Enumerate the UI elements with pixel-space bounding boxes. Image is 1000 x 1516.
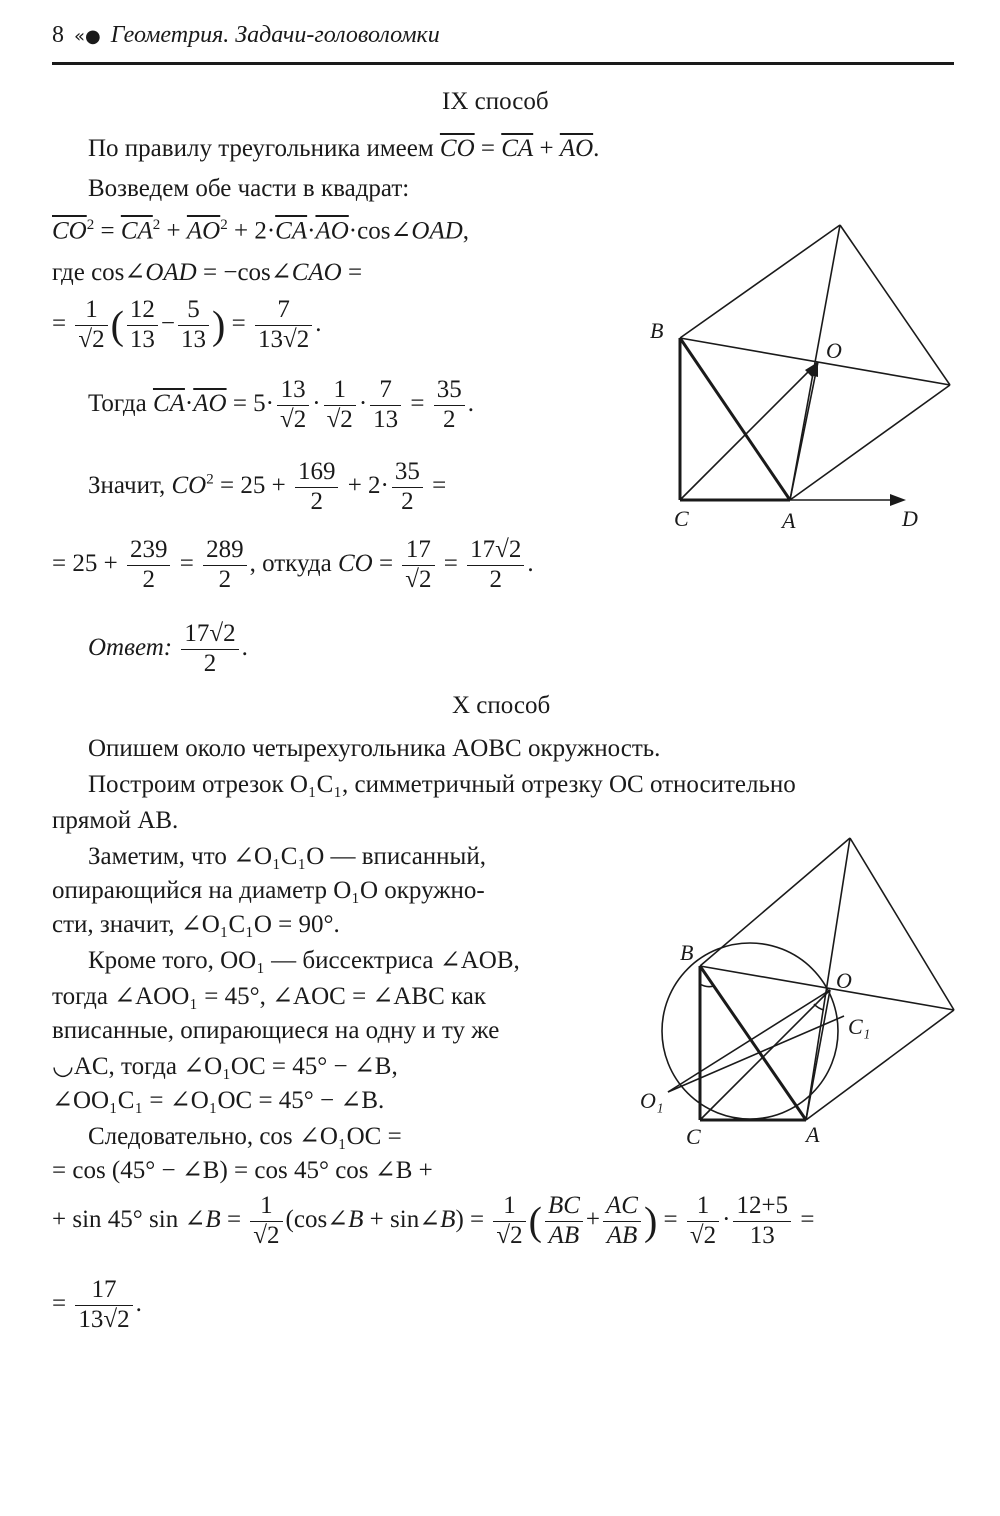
section-heading-x: X способ	[452, 692, 551, 719]
x-line-7: Кроме того, OO₁ — биссектриса ∠AOB,	[88, 947, 520, 974]
fig1-label-d: D	[902, 506, 918, 531]
ix-formula-co2: Значит, $CO^2 = 25$ + $\frac{169}{2}$ + 2· $\frac{35}{2}$ =	[88, 458, 447, 515]
x-line-4: Заметим, что ∠O₁C₁O — вписанный,	[88, 843, 486, 870]
x-line-9: вписанные, опирающиеся на одну и ту же	[52, 1017, 500, 1044]
x-line-2: Построим отрезок O₁C₁, симметричный отрезку OC относительно	[88, 771, 796, 798]
fig2-angle-o-arc	[814, 1004, 824, 1010]
x-line-10: ◡AC, тогда ∠O₁OC = 45° − ∠B,	[52, 1053, 398, 1080]
fig2-line-right-a	[806, 1010, 954, 1120]
x-line-1: Опишем около четырехугольника AOBC окружность.	[88, 735, 661, 762]
page-number: 8	[52, 22, 64, 48]
x-line-11: ∠OO₁C₁ = ∠O₁OC = 45° − ∠B.	[52, 1087, 385, 1114]
fig2-hypotenuse-ab	[700, 966, 806, 1120]
fig1-label-b: B	[650, 318, 664, 343]
ix-formula-cos: где cos∠OAD = −cos∠CAO =	[52, 259, 363, 286]
figure-x-diagram	[638, 830, 968, 1150]
fig2-segment-o1o	[668, 990, 830, 1092]
ix-formula-result: = 25 + $\frac{239}{2}$ = $\frac{289}{2}$ , откуда CO = $\frac{17}{√2}$ = $\frac{17√2}{2}$ .	[52, 536, 534, 593]
ix-then: Тогда	[88, 389, 147, 417]
figure-ix-diagram	[640, 210, 970, 540]
fig2-label-a: A	[806, 1122, 820, 1147]
x-line-12: Следовательно, cos ∠O₁OC =	[88, 1123, 402, 1150]
x-line-5: опирающийся на диаметр O₁O окружно-	[52, 877, 485, 904]
book-title: Геометрия. Задачи-головоломки	[110, 22, 440, 48]
ix-line-2: Возведем обе части в квадрат:	[88, 175, 410, 202]
fig1-arrow-d-icon	[890, 494, 906, 506]
fig2-label-c: C	[686, 1124, 701, 1149]
x-line-6: сти, значит, ∠O₁C₁O = 90°.	[52, 911, 340, 938]
fig1-vector-co	[680, 362, 818, 500]
fig1-label-c: C	[674, 506, 689, 531]
fig1-line-right-a	[790, 385, 950, 500]
fig2-line-top-right	[850, 838, 954, 1010]
answer-label: Ответ:	[88, 633, 173, 661]
ix-formula-cos-value: = $\frac{1}{√2}$ ( $\frac{12}{13}$ − $\frac{5}{13}$ ) = $\frac{7}{13√2}$ .	[52, 296, 322, 353]
ix-so: Значит,	[88, 471, 166, 499]
header-separator-icon: «●	[74, 26, 101, 47]
ix-line-1: По правилу треугольника имеем $\overline{CO} = \overline{CA} + \overline{AO}$.	[88, 135, 600, 162]
fig2-label-o: O	[836, 968, 852, 993]
fig1-label-o: O	[826, 338, 842, 363]
fig1-vector-ao	[790, 362, 818, 500]
x-formula-final: = $\frac{17}{13√2}$ .	[52, 1276, 142, 1333]
ix-text-1: По правилу треугольника имеем	[88, 135, 434, 162]
fig2-label-o1: O₁	[640, 1088, 664, 1113]
x-line-3: прямой AB.	[52, 807, 179, 834]
ix-whence: откуда	[262, 549, 332, 577]
fig2-label-c1: C₁	[848, 1014, 871, 1039]
x-line-13: = cos (45° − ∠B) = cos 45° cos ∠B +	[52, 1157, 433, 1184]
ix-formula-dot: Тогда $\overline{CA}\cdot\overline{AO} = 5\cdot$ $\frac{13}{√2}$ · $\frac{1}{√2}$ · $\frac{7}{13}$ = $\frac{35}{2}$ .	[88, 376, 474, 433]
ix-answer: Ответ: $\frac{17√2}{2}$ .	[88, 620, 248, 677]
section-heading-ix: IX способ	[442, 88, 549, 115]
x-line-8: тогда ∠AOO₁ = 45°, ∠AOC = ∠ABC как	[52, 983, 487, 1010]
x-formula-sin: + sin 45° sin ∠B = $\frac{1}{√2}$ (cos∠B + sin∠B) = $\frac{1}{√2}$ ( $\frac{BC}{AB}$ + $\frac{AC}{AB}$ ) = $\frac{1}{√2}$ · $\frac{12+5}{13}$ =	[52, 1192, 815, 1249]
fig1-line-b-top	[680, 225, 840, 338]
fig1-label-a: A	[782, 508, 796, 533]
fig1-hypotenuse-ab	[680, 338, 790, 500]
ix-where: где	[52, 259, 85, 286]
header-rule	[52, 62, 954, 65]
ix-formula-square: $\overline{CO}^2 = \overline{CA}^2 + \overline{AO}^2$ + $2\cdot\overline{CA}\cdot\overline{AO}\cdot\cos\angle OAD$,	[52, 217, 470, 245]
fig1-line-top-right	[840, 225, 950, 385]
fig2-segment-co	[700, 990, 830, 1120]
running-header	[52, 22, 440, 49]
fig2-label-b: B	[680, 940, 694, 965]
